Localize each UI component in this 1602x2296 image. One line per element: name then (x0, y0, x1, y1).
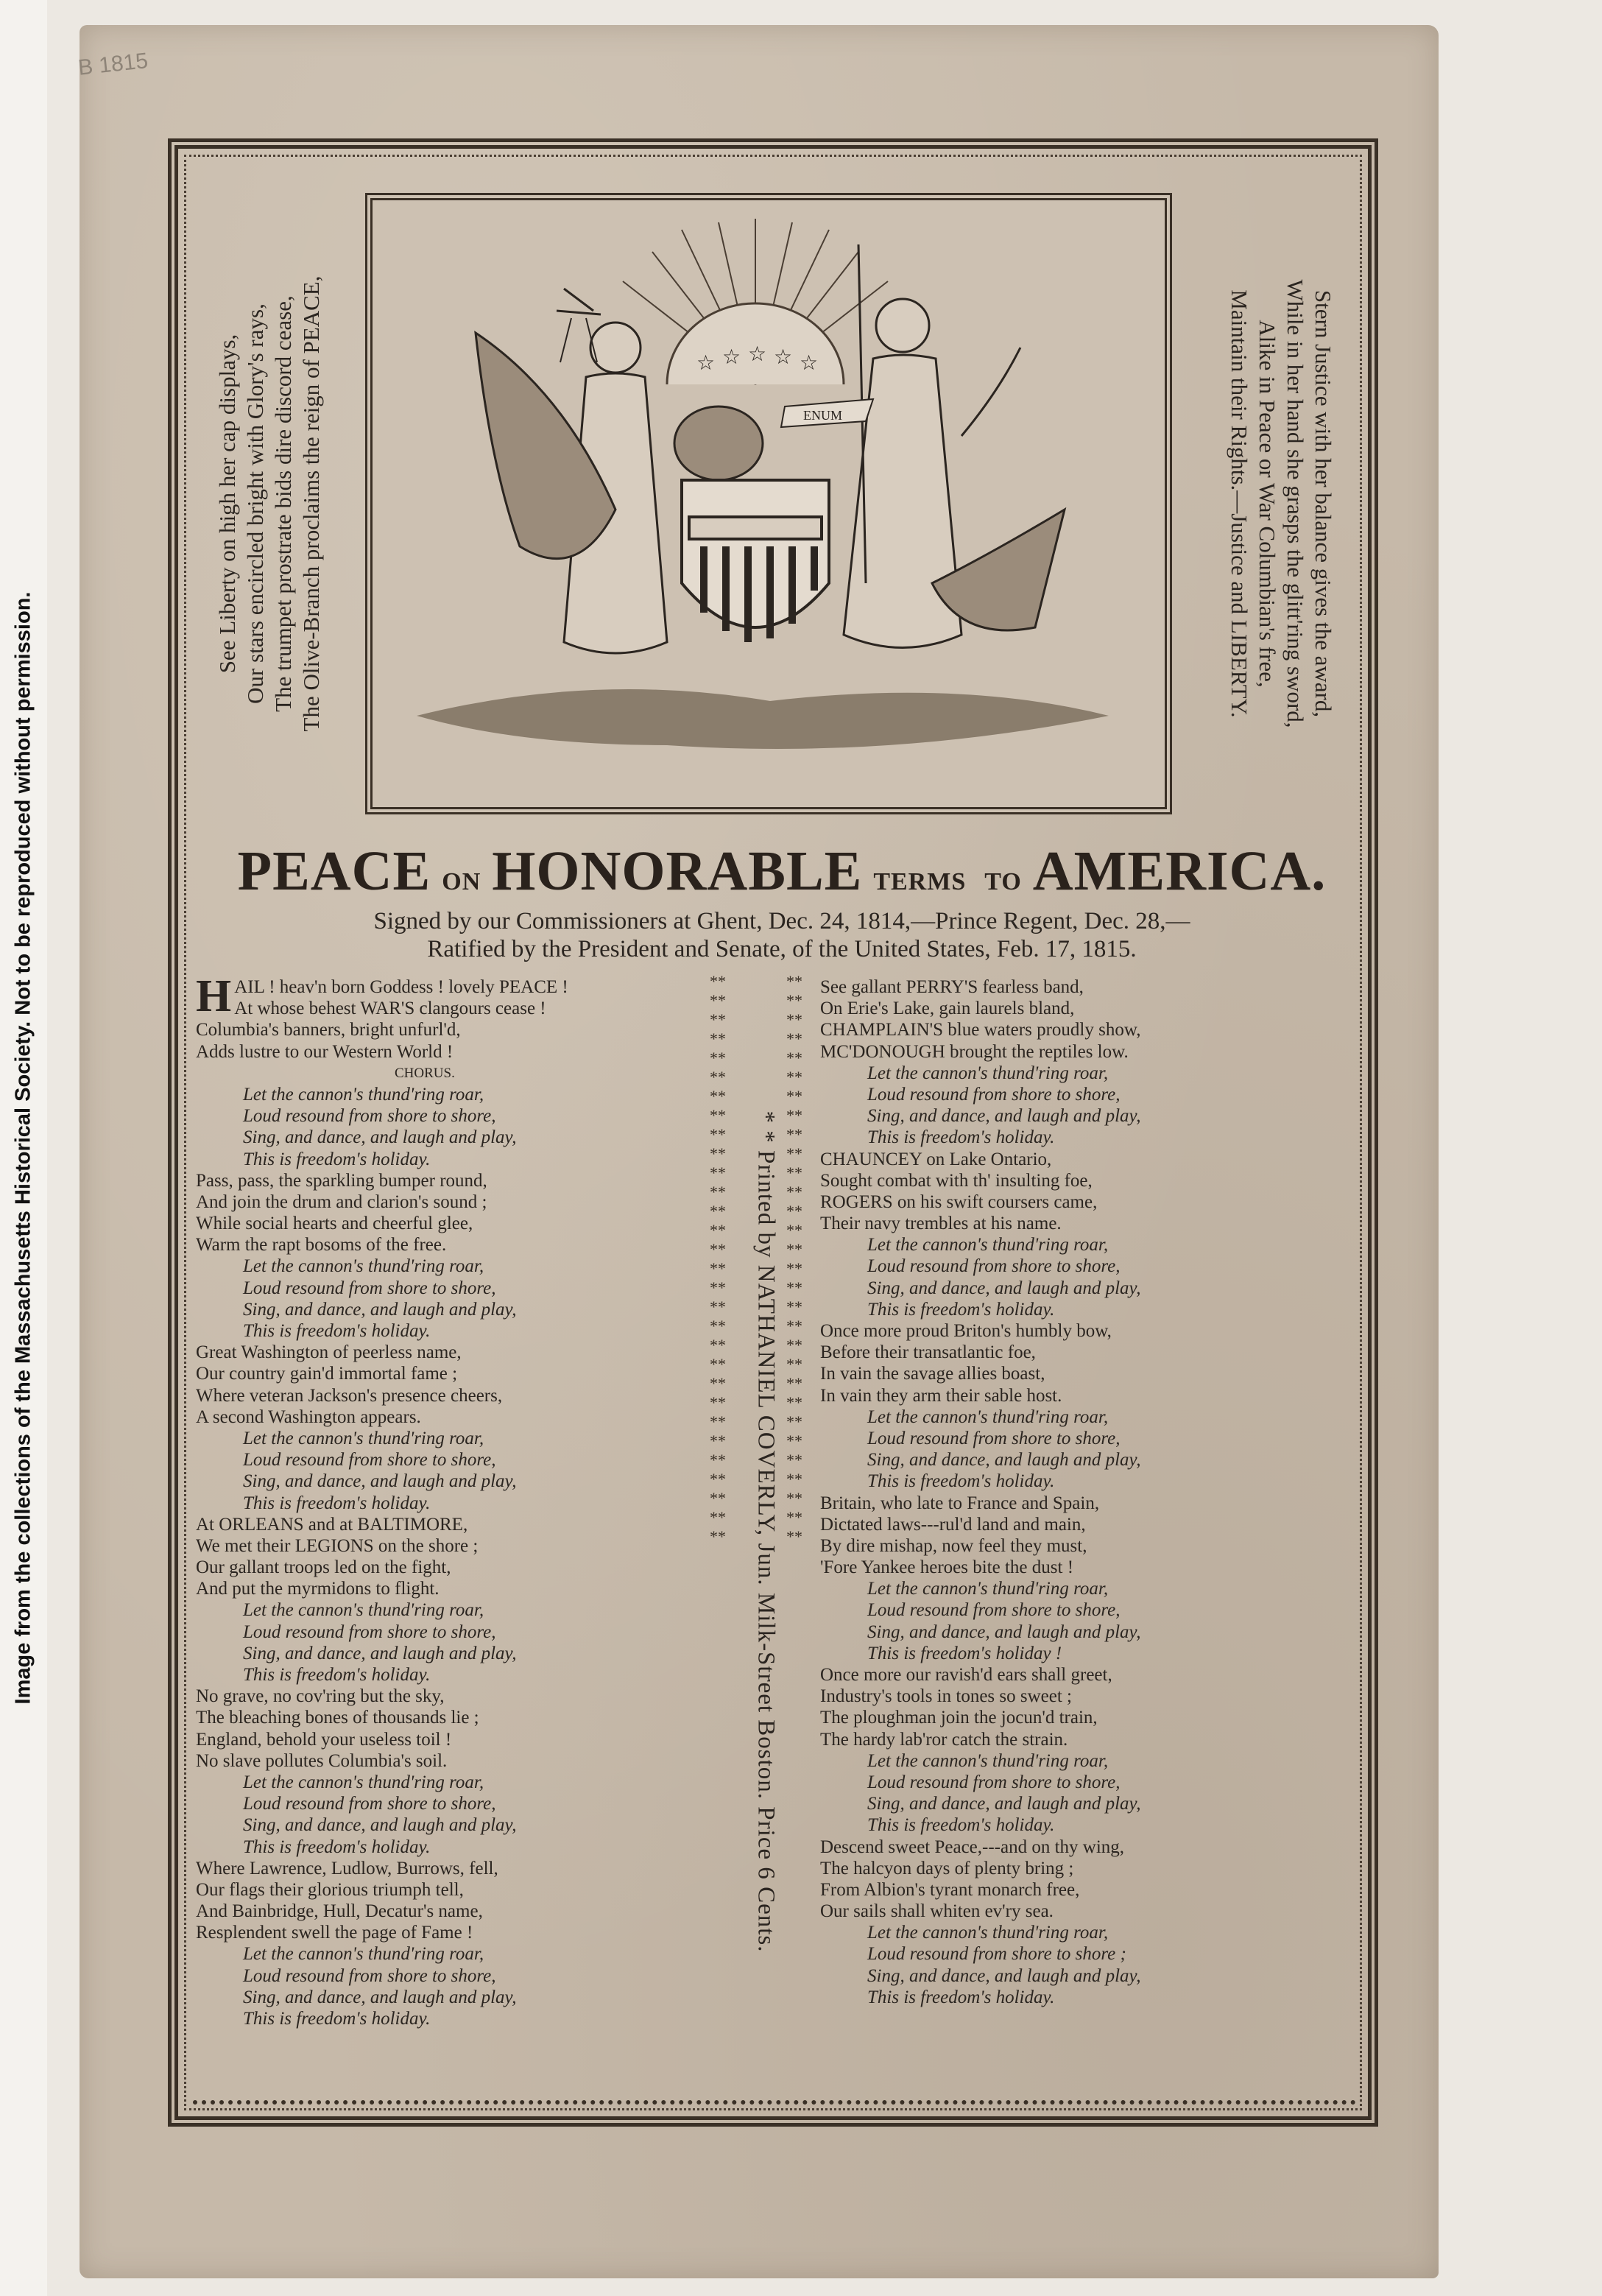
verse-line (196, 1729, 568, 1750)
bottom-ornament (193, 2100, 1356, 2119)
line-text: CHAMPLAIN'S blue waters proudly show, (820, 1020, 1141, 1040)
verse-line (196, 1922, 568, 1943)
line-text: This is freedom's holiday. (243, 1493, 431, 1513)
chorus-line (820, 1449, 1141, 1471)
line-text: Our flags their glorious triumph tell, (196, 1879, 464, 1900)
line-text: Columbia's banners, bright unfurl'd, (196, 1020, 461, 1040)
line-text: Loud resound from shore to shore, (867, 1084, 1121, 1105)
line-text: Sing, and dance, and laugh and play, (867, 1965, 1141, 1986)
line-text: Pass, pass, the sparkling bumper round, (196, 1170, 487, 1191)
line-text: 'Fore Yankee heroes bite the dust ! (820, 1557, 1074, 1578)
chorus-line (196, 1965, 568, 1987)
line-text: We met their LEGIONS on the shore ; (196, 1535, 479, 1556)
verse-line (820, 1363, 1141, 1384)
line-text: Sing, and dance, and laugh and play, (867, 1106, 1141, 1127)
line-text: Our gallant troops led on the fight, (196, 1557, 451, 1578)
chorus-line (820, 1428, 1141, 1449)
chorus-line (820, 1105, 1141, 1127)
line-text: Sing, and dance, and laugh and play, (867, 1621, 1141, 1642)
line-text: England, behold your useless toil ! (196, 1729, 452, 1750)
chorus-line (820, 1943, 1141, 1965)
chorus-line (196, 1127, 568, 1148)
verse-line (196, 1557, 568, 1578)
chorus-line (820, 1793, 1141, 1814)
chorus-line (196, 1987, 568, 2008)
line-text: Resplendent swell the page of Fame ! (196, 1923, 473, 1943)
line-text: CHORUS. (395, 1065, 455, 1081)
verse-line (196, 1213, 568, 1234)
svg-text:☆: ☆ (800, 352, 819, 375)
drop-cap: H (196, 971, 232, 1021)
verse-line (196, 1535, 568, 1557)
left-verse (174, 193, 365, 814)
line-text: This is freedom's holiday. (867, 1815, 1055, 1836)
chorus-line (196, 1449, 568, 1471)
line-text: This is freedom's holiday ! (867, 1643, 1062, 1663)
shield (682, 480, 829, 642)
right-verse-line: Stern Justice with her balance gives the award, (1310, 289, 1336, 718)
verse-line (196, 1406, 568, 1428)
chorus-line (196, 1278, 568, 1299)
chorus-line (820, 1256, 1141, 1277)
title-word: ON (442, 868, 481, 895)
line-text: Loud resound from shore to shore, (867, 1428, 1121, 1448)
verse-line (820, 1858, 1141, 1879)
verse-line (196, 1686, 568, 1707)
chorus-line (820, 1987, 1141, 2008)
chorus-line (196, 1664, 568, 1686)
svg-text:☆: ☆ (722, 346, 741, 369)
line-text: Let the cannon's thund'ring roar, (867, 1579, 1109, 1599)
line-text: By dire mishap, now feel they must, (820, 1535, 1087, 1556)
right-verse-line: While in her hand she grasps the glitt'ring sword, (1282, 279, 1308, 728)
line-text: CHAUNCEY on Lake Ontario, (820, 1149, 1052, 1169)
line-text: Let the cannon's thund'ring roar, (243, 1600, 484, 1621)
chorus-line (820, 1750, 1141, 1772)
line-text: Sing, and dance, and laugh and play, (867, 1450, 1141, 1471)
line-text: Their navy trembles at his name. (820, 1214, 1062, 1234)
line-text: Once more our ravish'd ears shall greet, (820, 1665, 1112, 1685)
chorus-line (196, 1599, 568, 1621)
verse-line (196, 1234, 568, 1256)
line-text: This is freedom's holiday. (867, 1987, 1055, 2007)
line-text: This is freedom's holiday. (243, 1149, 431, 1169)
svg-text:☆: ☆ (774, 346, 793, 369)
line-text: This is freedom's holiday. (243, 2009, 431, 2029)
line-text: Our country gain'd immortal fame ; (196, 1364, 458, 1384)
chorus-line (820, 1621, 1141, 1643)
verse-line (820, 1149, 1141, 1170)
verse-line (820, 1837, 1141, 1858)
line-text: Loud resound from shore to shore, (243, 1965, 496, 1986)
line-text: The ploughman join the jocun'd train, (820, 1708, 1098, 1728)
left-verse-line: The Olive-Branch proclaims the reign of PEACE, (298, 275, 324, 732)
line-text: Loud resound from shore to shore, (867, 1772, 1121, 1792)
verse-line (196, 1879, 568, 1901)
left-verse-line: See Liberty on high her cap displays, (214, 334, 240, 674)
chorus-line (196, 1493, 568, 1514)
verse-line (820, 1686, 1141, 1707)
verse-line (820, 1191, 1141, 1213)
chorus-line (196, 1837, 568, 1858)
verse-line (820, 1901, 1141, 1922)
chorus-line (196, 1320, 568, 1342)
chorus-line (820, 1643, 1141, 1664)
left-verse-line: Our stars encircled bright with Glory's rays, (242, 303, 268, 704)
chorus-line (196, 1256, 568, 1277)
subtitle (193, 907, 1371, 963)
chorus-line (820, 1814, 1141, 1836)
line-text: Before their transatlantic foe, (820, 1342, 1036, 1363)
line-text: See gallant PERRY'S fearless band, (820, 977, 1084, 997)
left-song-column (196, 971, 568, 2029)
chorus-line (820, 1084, 1141, 1105)
verse-line (820, 1213, 1141, 1234)
line-text: Britain, who late to France and Spain, (820, 1493, 1100, 1513)
line-text: Sing, and dance, and laugh and play, (243, 1299, 517, 1320)
chorus-line (820, 1127, 1141, 1148)
line-text: This is freedom's holiday. (867, 1471, 1055, 1492)
verse-line (820, 1729, 1141, 1750)
line-text: Adds lustre to our Western World ! (196, 1041, 454, 1062)
line-text: The halcyon days of plenty bring ; (820, 1858, 1074, 1878)
line-text: Sing, and dance, and laugh and play, (243, 1471, 517, 1492)
verse-line (196, 1363, 568, 1384)
verse-line (820, 1041, 1141, 1063)
line-text: This is freedom's holiday. (243, 1665, 431, 1685)
line-text: Loud resound from shore to shore, (867, 1256, 1121, 1277)
verse-line (820, 1535, 1141, 1557)
chorus-line (820, 1578, 1141, 1599)
verse-line (196, 1170, 568, 1191)
line-text: Where veteran Jackson's presence cheers, (196, 1385, 503, 1406)
engraving-liberty-justice-eagle (365, 193, 1172, 814)
engraving-illustration (373, 200, 1165, 807)
chorus-line (820, 1406, 1141, 1428)
line-text: Industry's tools in tones so sweet ; (820, 1686, 1072, 1707)
chorus-line (196, 1149, 568, 1170)
line-text: Let the cannon's thund'ring roar, (243, 1428, 484, 1448)
chorus-line (196, 1084, 568, 1105)
line-text: Let the cannon's thund'ring roar, (243, 1772, 484, 1792)
right-song-column (820, 976, 1141, 2008)
printer-imprint-text: * * Printed by NATHANIEL COVERLY, Jun. Milk-Street Boston. Price 6 Cents. (752, 1110, 780, 1953)
line-text: Let the cannon's thund'ring roar, (867, 1235, 1109, 1256)
chorus-line (820, 1599, 1141, 1621)
verse-line (820, 1514, 1141, 1535)
chorus-line (196, 1428, 568, 1449)
line-text: Dictated laws---rul'd land and main, (820, 1514, 1086, 1535)
title-word: TO (984, 868, 1022, 895)
line-text: Loud resound from shore to shore, (243, 1621, 496, 1642)
star-divider-left: ************************************************************ (710, 972, 726, 1546)
line-text: Loud resound from shore to shore, (867, 1600, 1121, 1621)
right-verse-line: Alike in Peace or War Columbian's free, (1255, 320, 1280, 688)
verse-line (196, 1707, 568, 1728)
chorus-line (196, 1793, 568, 1814)
chorus-line (820, 1772, 1141, 1793)
line-text: While social hearts and cheerful glee, (196, 1214, 473, 1234)
line-text: Loud resound from shore to shore, (243, 1794, 496, 1814)
credit-strip (0, 0, 47, 2296)
engraving-banner-text: ENUM (803, 408, 842, 423)
line-text: Sing, and dance, and laugh and play, (243, 1987, 517, 2007)
line-text: No grave, no cov'ring but the sky, (196, 1686, 445, 1707)
title-word: AMERICA. (1032, 840, 1327, 902)
line-text: Let the cannon's thund'ring roar, (243, 1084, 484, 1105)
verse-line (820, 1707, 1141, 1728)
line-text: From Albion's tyrant monarch free, (820, 1879, 1080, 1900)
verse-line (820, 1493, 1141, 1514)
verse-line (820, 1557, 1141, 1578)
verse-line (196, 1578, 568, 1599)
line-text: Sing, and dance, and laugh and play, (243, 1643, 517, 1663)
verse-line (196, 1750, 568, 1772)
left-verse-line: The trumpet prostrate bids dire discord cease, (270, 295, 296, 712)
verse-line (820, 1170, 1141, 1191)
right-verse (1185, 193, 1377, 814)
verse-line (820, 1320, 1141, 1342)
chorus-line (196, 1471, 568, 1492)
line-text: And Bainbridge, Hull, Decatur's name, (196, 1901, 483, 1922)
verse-line (820, 1019, 1141, 1040)
line-text: Loud resound from shore to shore, (243, 1106, 496, 1127)
line-text: Let the cannon's thund'ring roar, (867, 1406, 1109, 1427)
verse-line (196, 1901, 568, 1922)
line-text: MC'DONOUGH brought the reptiles low. (820, 1041, 1129, 1062)
line-text: Sing, and dance, and laugh and play, (243, 1815, 517, 1836)
chorus-line (196, 1299, 568, 1320)
page-title (193, 839, 1371, 904)
chorus-line (196, 1643, 568, 1664)
line-text: Loud resound from shore to shore, (243, 1278, 496, 1298)
subtitle-line: Signed by our Commissioners at Ghent, Dec. 24, 1814,—Prince Regent, Dec. 28,— (373, 908, 1190, 934)
subtitle-line: Ratified by the President and Senate, of the United States, Feb. 17, 1815. (427, 936, 1137, 962)
verse-line (820, 1664, 1141, 1686)
chorus-line (196, 1943, 568, 1965)
line-text: Let the cannon's thund'ring roar, (867, 1750, 1109, 1771)
line-text: Our sails shall whiten ev'ry sea. (820, 1901, 1054, 1922)
line-text: Great Washington of peerless name, (196, 1342, 462, 1363)
svg-text:☆: ☆ (748, 343, 767, 366)
chorus-heading (196, 1063, 568, 1084)
verse-line (820, 1385, 1141, 1406)
line-text: Loud resound from shore to shore ; (867, 1944, 1126, 1965)
star-divider-right: ************************************************************ (786, 972, 802, 1546)
right-verse-line: Maintain their Rights.—Justice and LIBERTY. (1227, 289, 1252, 718)
verse-line (196, 1191, 568, 1213)
chorus-line (820, 1278, 1141, 1299)
line-text: Descend sweet Peace,---and on thy wing, (820, 1837, 1125, 1857)
verse-line (196, 1858, 568, 1879)
line-text: Sing, and dance, and laugh and play, (243, 1127, 517, 1148)
chorus-line (196, 1105, 568, 1127)
verse-line (820, 1879, 1141, 1901)
chorus-line (196, 1772, 568, 1793)
line-text: In vain the savage allies boast, (820, 1364, 1045, 1384)
line-text: Warm the rapt bosoms of the free. (196, 1235, 447, 1256)
line-text: Sing, and dance, and laugh and play, (867, 1794, 1141, 1814)
line-text: Once more proud Briton's humbly bow, (820, 1321, 1112, 1341)
credit-text: Image from the collections of the Massachusetts Historical Society. Not to be reproduced without permission. (11, 591, 35, 1705)
line-text: AIL ! heav'n born Goddess ! lovely PEACE ! (234, 977, 568, 997)
verse-line (196, 1385, 568, 1406)
verse-line (820, 1342, 1141, 1363)
chorus-line (820, 1965, 1141, 1987)
line-text: And join the drum and clarion's sound ; (196, 1191, 487, 1212)
chorus-line (820, 1234, 1141, 1256)
line-text: Where Lawrence, Ludlow, Burrows, fell, (196, 1858, 498, 1878)
line-text: The bleaching bones of thousands lie ; (196, 1708, 479, 1728)
verse-line (196, 1041, 568, 1063)
line-text: Let the cannon's thund'ring roar, (867, 1063, 1109, 1083)
chorus-line (820, 1299, 1141, 1320)
verse-line (820, 976, 1141, 998)
line-text: In vain they arm their sable host. (820, 1385, 1062, 1406)
line-text: This is freedom's holiday. (243, 1837, 431, 1857)
line-text: And put the myrmidons to flight. (196, 1579, 440, 1599)
line-text: ROGERS on his swift coursers came, (820, 1191, 1098, 1212)
line-text: Let the cannon's thund'ring roar, (243, 1256, 484, 1277)
line-text: At whose behest WAR'S clangours cease ! (234, 999, 546, 1019)
line-text: A second Washington appears. (196, 1406, 421, 1427)
verse-line (196, 1514, 568, 1535)
chorus-line (820, 1063, 1141, 1084)
title-word: PEACE (237, 840, 431, 902)
chorus-line (196, 1621, 568, 1643)
line-text: This is freedom's holiday. (867, 1127, 1055, 1148)
verse-line (196, 1342, 568, 1363)
verse-line (196, 998, 568, 1019)
line-text: On Erie's Lake, gain laurels bland, (820, 999, 1075, 1019)
line-text: The hardy lab'ror catch the strain. (820, 1729, 1068, 1750)
title-word: TERMS (873, 868, 967, 895)
verse-line (196, 1019, 568, 1040)
chorus-line (196, 2008, 568, 2029)
chorus-line (196, 1814, 568, 1836)
line-text: Let the cannon's thund'ring roar, (867, 1923, 1109, 1943)
line-text: At ORLEANS and at BALTIMORE, (196, 1514, 468, 1535)
line-text: Loud resound from shore to shore, (243, 1450, 496, 1471)
line-text: This is freedom's holiday. (867, 1299, 1055, 1320)
chorus-line (820, 1922, 1141, 1943)
svg-text:☆: ☆ (696, 352, 716, 375)
line-text: Sing, and dance, and laugh and play, (867, 1278, 1141, 1298)
line-text: Sought combat with th' insulting foe, (820, 1170, 1093, 1191)
chorus-line (820, 1471, 1141, 1492)
title-word: HONORABLE (492, 840, 863, 902)
verse-line (820, 998, 1141, 1019)
catalog-note: B 1815 (77, 49, 149, 80)
line-text: No slave pollutes Columbia's soil. (196, 1750, 448, 1771)
line-text: This is freedom's holiday. (243, 1321, 431, 1341)
line-text: Let the cannon's thund'ring roar, (243, 1944, 484, 1965)
